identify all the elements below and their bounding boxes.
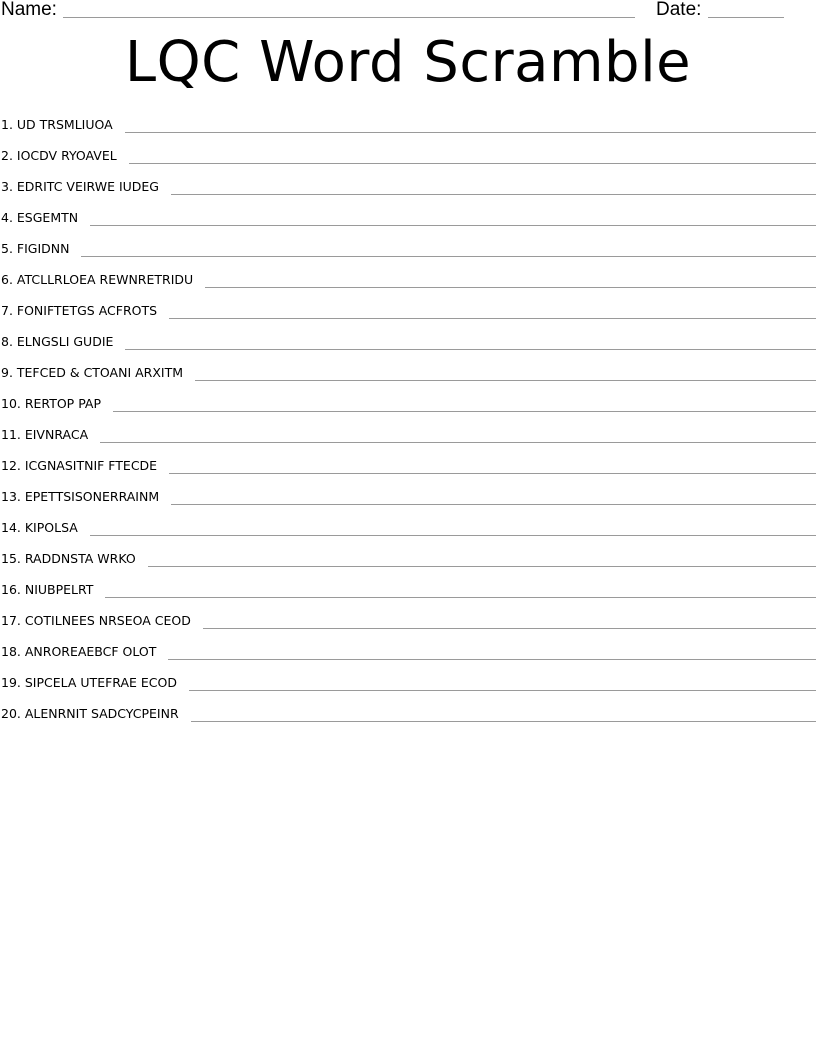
- answer-blank-line: [169, 473, 816, 474]
- answer-blank-line: [125, 349, 816, 350]
- scrambled-word: 14. KIPOLSA: [1, 520, 78, 535]
- answer-blank-line: [171, 194, 816, 195]
- puzzle-row: [0, 540, 816, 571]
- puzzle-row: [0, 168, 816, 199]
- puzzle-row: [0, 478, 816, 509]
- puzzle-row: [0, 137, 816, 168]
- puzzle-row: [0, 695, 816, 726]
- scrambled-word: 12. ICGNASITNIF FTECDE: [1, 458, 158, 473]
- date-label: Date:: [656, 0, 702, 20]
- puzzle-row: [0, 633, 816, 664]
- scrambled-word: 5. FIGIDNN: [1, 241, 70, 256]
- puzzle-row: [0, 323, 816, 354]
- answer-blank-line: [100, 442, 816, 443]
- answer-blank-line: [171, 504, 816, 505]
- puzzle-row: [0, 416, 816, 447]
- scrambled-word: 1. UD TRSMLIUOA: [1, 117, 113, 132]
- answer-blank-line: [169, 318, 816, 319]
- puzzle-row: [0, 664, 816, 695]
- scrambled-word: 10. RERTOP PAP: [1, 396, 102, 411]
- answer-blank-line: [129, 163, 816, 164]
- scrambled-word: 20. ALENRNIT SADCYCPEINR: [1, 706, 179, 721]
- puzzle-row: [0, 292, 816, 323]
- puzzle-row: [0, 354, 816, 385]
- scrambled-word: 11. EIVNRACA: [1, 427, 89, 442]
- scrambled-word: 2. IOCDV RYOAVEL: [1, 148, 117, 163]
- answer-blank-line: [195, 380, 816, 381]
- name-blank-line: [63, 17, 635, 18]
- answer-blank-line: [203, 628, 816, 629]
- scrambled-word: 9. TEFCED & CTOANI ARXITM: [1, 365, 184, 380]
- scrambled-word: 19. SIPCELA UTEFRAE ECOD: [1, 675, 177, 690]
- worksheet-header: [0, 0, 816, 24]
- scrambled-word: 18. ANROREAEBCF OLOT: [1, 644, 157, 659]
- scrambled-word: 8. ELNGSLI GUDIE: [1, 334, 114, 349]
- puzzle-row: [0, 230, 816, 261]
- scrambled-word: 6. ATCLLRLOEA REWNRETRIDU: [1, 272, 194, 287]
- answer-blank-line: [189, 690, 816, 691]
- answer-blank-line: [205, 287, 816, 288]
- answer-blank-line: [81, 256, 816, 257]
- page-title: LQC Word Scramble: [124, 30, 692, 95]
- answer-blank-line: [148, 566, 816, 567]
- scrambled-word: 16. NIUBPELRT: [1, 582, 94, 597]
- scrambled-word: 3. EDRITC VEIRWE IUDEG: [1, 179, 159, 194]
- puzzle-row: [0, 509, 816, 540]
- scrambled-word: 4. ESGEMTN: [1, 210, 79, 225]
- name-label: Name:: [1, 0, 57, 20]
- puzzle-row: [0, 106, 816, 137]
- puzzle-row: [0, 447, 816, 478]
- puzzle-row: [0, 602, 816, 633]
- puzzle-row: [0, 261, 816, 292]
- scrambled-word: 13. EPETTSISONERRAINM: [1, 489, 160, 504]
- answer-blank-line: [191, 721, 816, 722]
- answer-blank-line: [168, 659, 816, 660]
- answer-blank-line: [90, 535, 816, 536]
- puzzle-row: [0, 199, 816, 230]
- puzzle-row: [0, 385, 816, 416]
- answer-blank-line: [90, 225, 816, 226]
- answer-blank-line: [125, 132, 816, 133]
- scrambled-word: 7. FONIFTETGS ACFROTS: [1, 303, 158, 318]
- puzzle-row: [0, 571, 816, 602]
- scrambled-word: 15. RADDNSTA WRKO: [1, 551, 136, 566]
- answer-blank-line: [113, 411, 816, 412]
- puzzle-list: [0, 106, 816, 726]
- answer-blank-line: [105, 597, 816, 598]
- scrambled-word: 17. COTILNEES NRSEOA CEOD: [1, 613, 191, 628]
- date-blank-line: [708, 17, 784, 18]
